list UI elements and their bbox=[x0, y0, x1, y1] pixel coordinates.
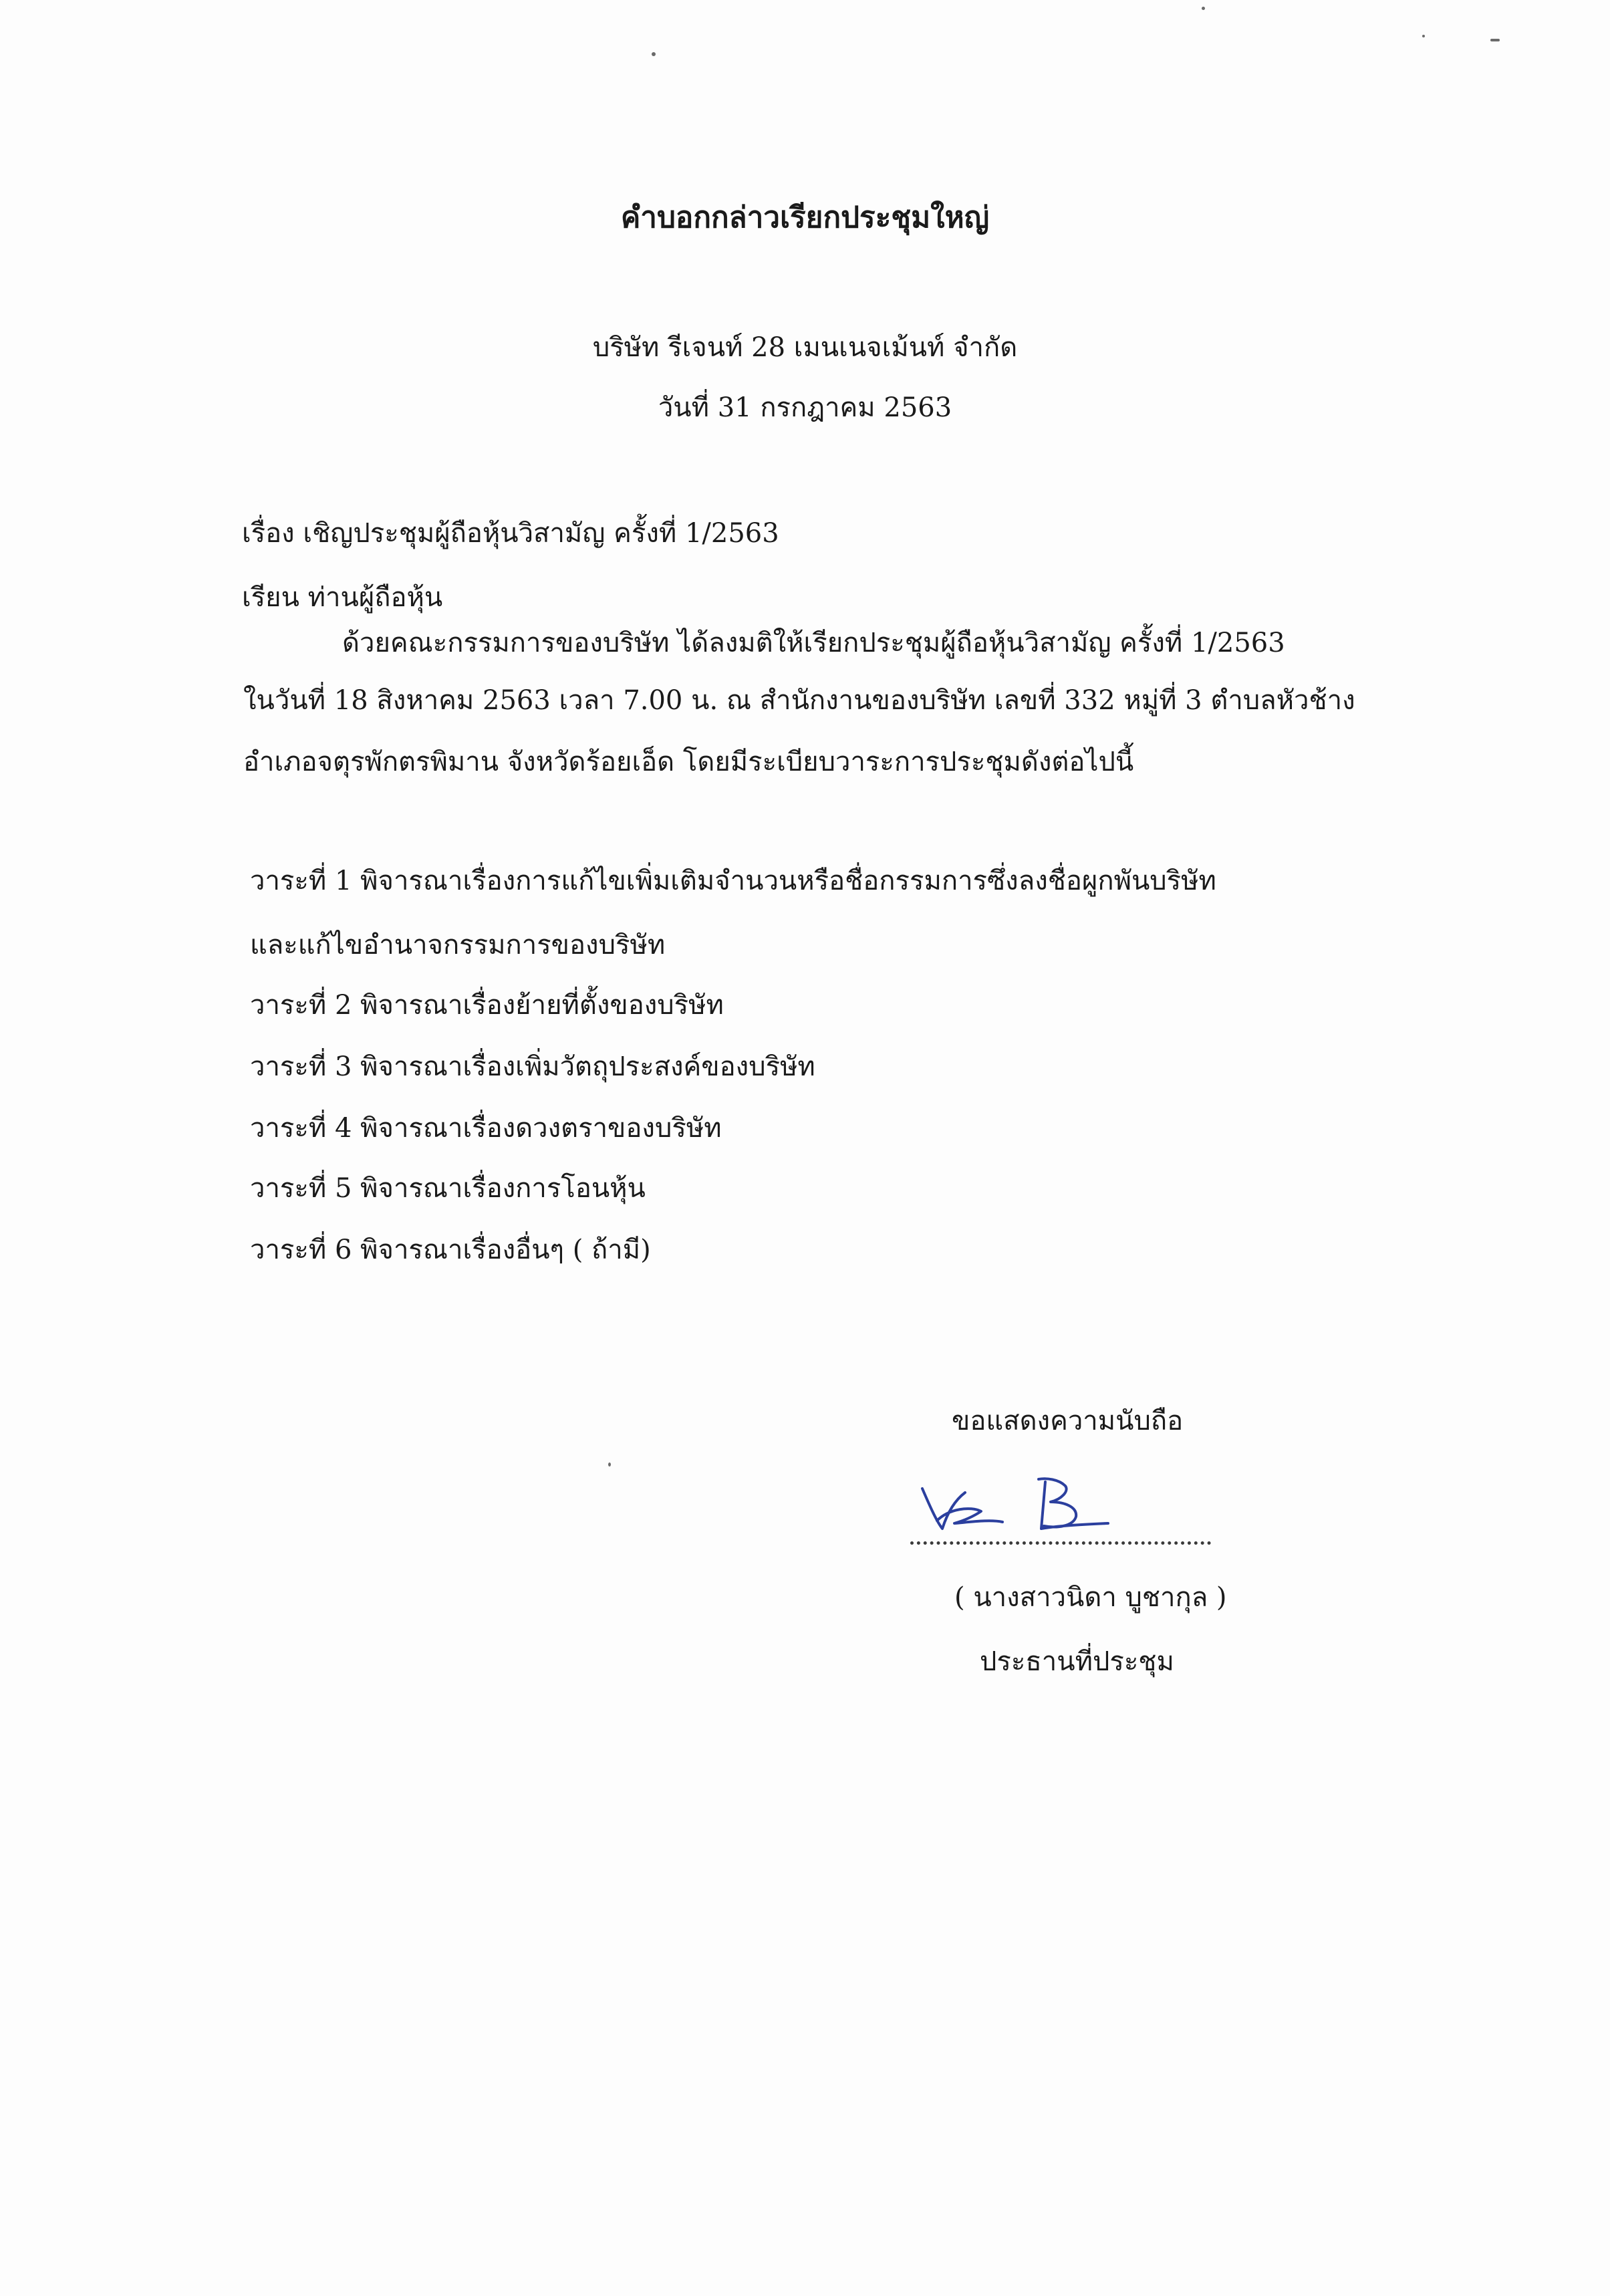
scan-speck bbox=[1202, 7, 1205, 10]
agenda-item: วาระที่ 2 พิจารณาเรื่องย้ายที่ตั้งของบริษัท bbox=[250, 990, 724, 1021]
body-paragraph-line: อำเภอจตุรพักตรพิมาน จังหวัดร้อยเอ็ด โดยมีระเบียบวาระการประชุมดังต่อไปนี้ bbox=[243, 747, 1134, 777]
agenda-item: วาระที่ 6 พิจารณาเรื่องอื่นๆ ( ถ้ามี) bbox=[250, 1235, 651, 1265]
signatory-title: ประธานที่ประชุม bbox=[980, 1646, 1174, 1677]
agenda-item: วาระที่ 1 พิจารณาเรื่องการแก้ไขเพิ่มเติมจำนวนหรือชื่อกรรมการซึ่งลงชื่อผูกพันบริษัท bbox=[250, 866, 1216, 896]
signatory-name: ( นางสาวนิดา บูชากุล ) bbox=[954, 1582, 1227, 1613]
scan-speck bbox=[1490, 39, 1500, 41]
scan-speck bbox=[608, 1462, 611, 1466]
closing-line: ขอแสดงความนับถือ bbox=[952, 1406, 1184, 1436]
agenda-item: และแก้ไขอำนาจกรรมการของบริษัท bbox=[250, 930, 666, 961]
body-paragraph-line: ด้วยคณะกรรมการของบริษัท ได้ลงมติให้เรียกประชุมผู้ถือหุ้นวิสามัญ ครั้งที่ 1/2563 bbox=[342, 628, 1285, 658]
company-name: บริษัท รีเจนท์ 28 เมนเนจเม้นท์ จำกัด bbox=[592, 332, 1018, 363]
scan-speck bbox=[652, 52, 656, 56]
agenda-item: วาระที่ 5 พิจารณาเรื่องการโอนหุ้น bbox=[250, 1173, 646, 1204]
handwritten-signature bbox=[910, 1467, 1137, 1541]
agenda-item: วาระที่ 3 พิจารณาเรื่องเพิ่มวัตถุประสงค์ของบริษัท bbox=[250, 1051, 815, 1082]
document-date: วันที่ 31 กรกฎาคม 2563 bbox=[658, 392, 952, 423]
addressee-line: เรียน ท่านผู้ถือหุ้น bbox=[242, 582, 443, 613]
agenda-item: วาระที่ 4 พิจารณาเรื่องดวงตราของบริษัท bbox=[250, 1113, 722, 1144]
signature-dotted-line bbox=[910, 1541, 1211, 1545]
subject-line: เรื่อง เชิญประชุมผู้ถือหุ้นวิสามัญ ครั้งที่ 1/2563 bbox=[242, 518, 779, 549]
body-paragraph-line: ในวันที่ 18 สิงหาคม 2563 เวลา 7.00 น. ณ สำนักงานของบริษัท เลขที่ 332 หมู่ที่ 3 ตำบลหัวช้าง bbox=[243, 685, 1355, 716]
scan-speck bbox=[1422, 35, 1425, 37]
document-title: คำบอกกล่าวเรียกประชุมใหญ่ bbox=[620, 201, 990, 235]
